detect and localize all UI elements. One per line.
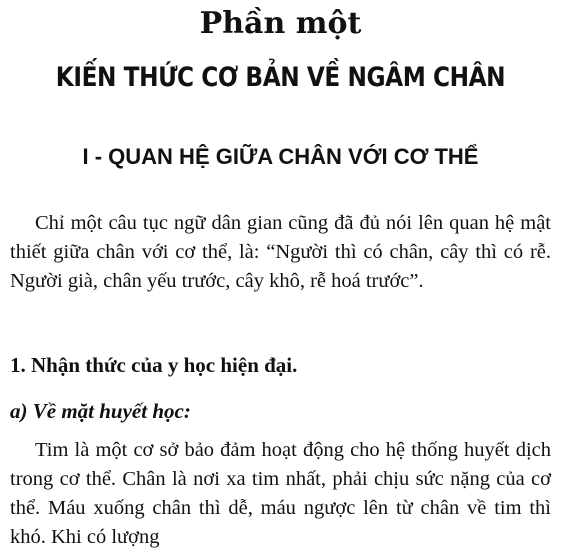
paragraph-intro: Chỉ một câu tục ngữ dân gian cũng đã đủ nói lên quan hệ mật thiết giữa chân với cơ thể, là: “Người thì có chân, cây thì có rễ. Người già, chân yếu trước, cây khô, rễ hoá trước”. <box>10 212 551 292</box>
subheading-modern-medicine: 1. Nhận thức của y học hiện đại. <box>10 353 298 377</box>
paragraph-hematology: Tim là một cơ sở bảo đảm hoạt động cho hệ thống huyết dịch trong cơ thể. Chân là nơi xa tim nhất, phải chịu sức nặng của cơ thể. Máu xuống chân thì dễ, máu ngược lên từ chân về tim thì khó. Khi có lượng <box>10 439 551 548</box>
subheading-hematology: a) Về mặt huyết học: <box>10 399 191 423</box>
part-title: Phần một <box>199 6 362 41</box>
main-title: KIẾN THỨC CƠ BẢN VỀ NGÂM CHÂN <box>55 62 506 93</box>
section-title: I - QUAN HỆ GIỮA CHÂN VỚI CƠ THỂ <box>82 144 479 169</box>
